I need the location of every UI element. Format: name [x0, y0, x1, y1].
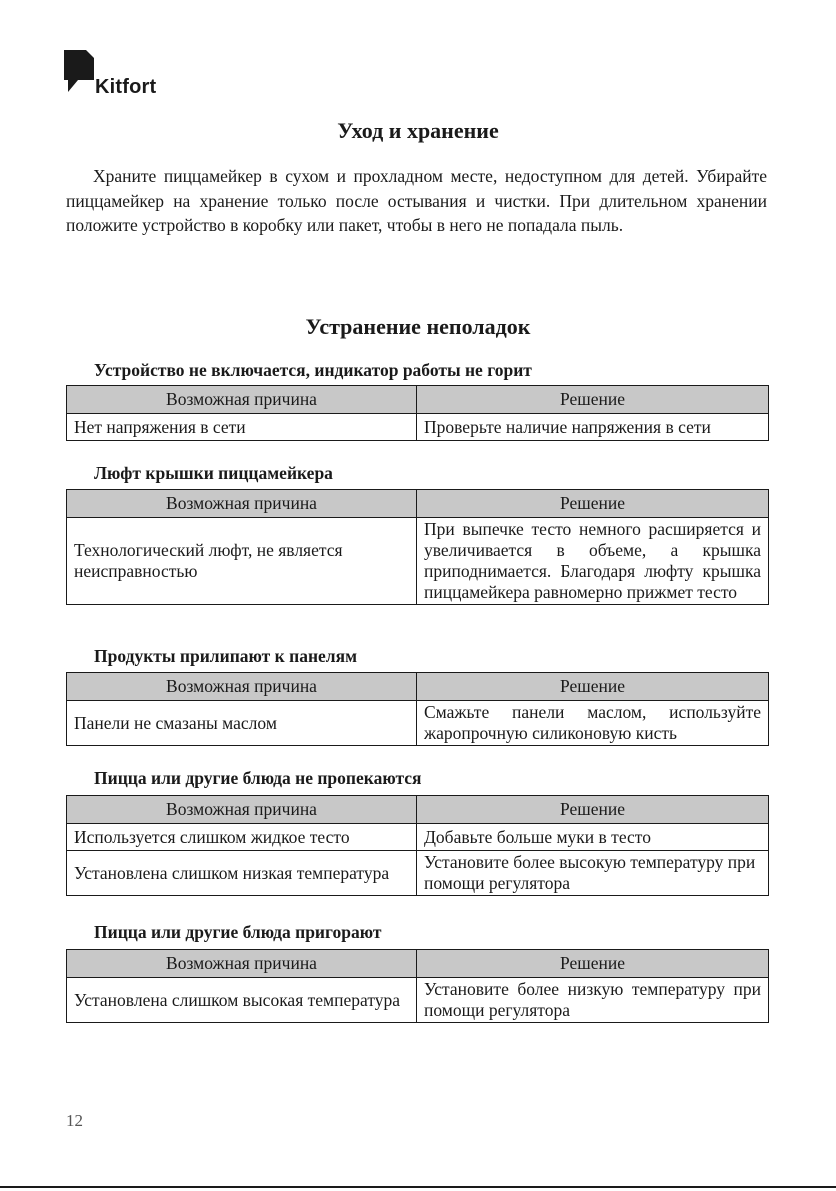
table-row: [67, 414, 769, 441]
solution-cell: Установите более высокую температуру при помощи регулятора: [417, 851, 769, 896]
section-heading: Люфт крышки пиццамейкера: [94, 463, 333, 483]
section-heading: Пицца или другие блюда пригорают: [94, 922, 382, 942]
solution-cell: При выпечке тесто немного расширяется и увеличивается в объеме, а крышка приподнимается. Благодаря люфту крышка пиццамейкера равномерно прижмет тесто: [417, 518, 769, 605]
section-heading: Пицца или другие блюда не пропекаются: [94, 768, 422, 788]
cause-header: Возможная причина: [67, 950, 417, 978]
kitfort-logo: [64, 50, 174, 100]
troubleshooting-table: [66, 949, 769, 1023]
page-number: 12: [66, 1111, 83, 1130]
solution-cell: Установите более низкую температуру при помощи регулятора: [417, 978, 769, 1023]
section-heading: Устройство не включается, индикатор работы не горит: [94, 360, 532, 380]
brand-name: Kitfort: [95, 76, 157, 98]
troubleshooting-title: Устранение неполадок: [305, 314, 531, 339]
solution-header: Решение: [417, 673, 769, 701]
bottom-rule: [0, 1186, 836, 1188]
solution-header: Решение: [417, 950, 769, 978]
table-header-row: [67, 490, 769, 518]
troubleshooting-table: [66, 385, 769, 441]
cause-cell: Установлена слишком низкая температура: [67, 851, 417, 896]
cause-cell: Панели не смазаны маслом: [67, 701, 417, 746]
kitfort-logo-icon: [64, 50, 94, 96]
cause-cell: Технологический люфт, не является неисправностью: [67, 518, 417, 605]
cause-header: Возможная причина: [67, 490, 417, 518]
table-header-row: [67, 673, 769, 701]
table-header-row: [67, 386, 769, 414]
solution-cell: Добавьте больше муки в тесто: [417, 824, 769, 851]
solution-header: Решение: [417, 490, 769, 518]
cause-header: Возможная причина: [67, 673, 417, 701]
table-row: [67, 851, 769, 896]
table-row: [67, 518, 769, 605]
troubleshooting-table: [66, 489, 769, 605]
cause-cell: Нет напряжения в сети: [67, 414, 417, 441]
table-header-row: [67, 796, 769, 824]
solution-header: Решение: [417, 386, 769, 414]
cause-header: Возможная причина: [67, 796, 417, 824]
troubleshooting-table: [66, 795, 769, 896]
solution-cell: Проверьте наличие напряжения в сети: [417, 414, 769, 441]
table-row: [67, 978, 769, 1023]
table-row: [67, 701, 769, 746]
care-title: Уход и хранение: [337, 118, 499, 143]
cause-cell: Установлена слишком высокая температура: [67, 978, 417, 1023]
care-paragraph: Храните пиццамейкер в сухом и прохладном месте, недоступном для детей. Убирайте пиццамейкер на хранение только после остывания и чистки. При длительном хранении положите устройство в коробку или пакет, чтобы в него не попадала пыль.: [66, 166, 767, 235]
table-row: [67, 824, 769, 851]
cause-cell: Используется слишком жидкое тесто: [67, 824, 417, 851]
section-heading: Продукты прилипают к панелям: [94, 646, 358, 666]
troubleshooting-table: [66, 672, 769, 746]
cause-header: Возможная причина: [67, 386, 417, 414]
solution-cell: Смажьте панели маслом, используйте жаропрочную силиконовую кисть: [417, 701, 769, 746]
table-header-row: [67, 950, 769, 978]
solution-header: Решение: [417, 796, 769, 824]
